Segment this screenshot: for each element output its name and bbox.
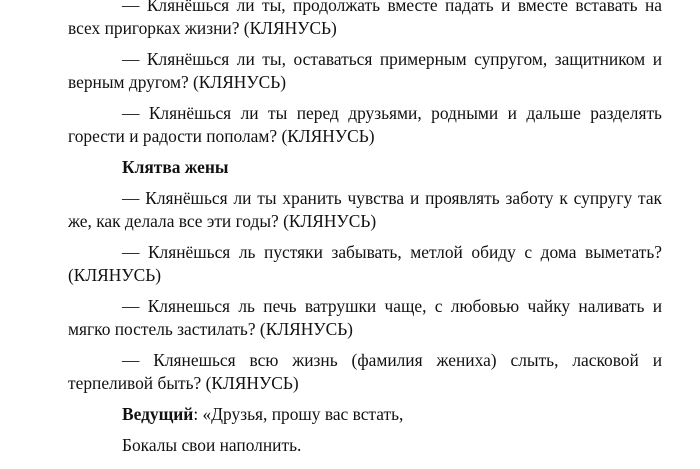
wife-oath-question-3: — Клянешься ль печь ватрушки чаще, с любовью чайку наливать и мягко постель застилать? (КЛЯНУСЬ) (68, 296, 662, 339)
wife-oath-question-2: — Клянёшься ль пустяки забывать, метлой обиду с дома выметать? (КЛЯНУСЬ) (68, 242, 662, 285)
oath-question-2: — Клянёшься ли ты, оставаться примерным супругом, защитником и верным другом? (КЛЯНУСЬ) (68, 49, 662, 92)
wife-oath-question-4: — Клянешься всю жизнь (фамилия жениха) слыть, ласковой и терпеливой быть? (КЛЯНУСЬ) (68, 350, 662, 393)
host-label: Ведущий (122, 404, 194, 424)
last-line: Бокалы свои наполнить. (122, 435, 302, 455)
host-text: : «Друзья, прошу вас встать, (193, 404, 404, 424)
host-line (68, 403, 662, 426)
oath-question-3: — Клянёшься ли ты перед друзьями, родными и дальше разделять горести и радости пополам? (КЛЯНУСЬ) (68, 103, 662, 146)
wife-oath-question-1: — Клянёшься ли ты хранить чувства и проявлять заботу к супругу так же, как делала все эти годы? (КЛЯНУСЬ) (68, 188, 662, 231)
wife-oath-heading: Клятва жены (122, 157, 229, 177)
oath-question-1: — Клянёшься ли ты, продолжать вместе падать и вместе вставать на всех пригорках жизни? (КЛЯНУСЬ) (68, 0, 662, 38)
